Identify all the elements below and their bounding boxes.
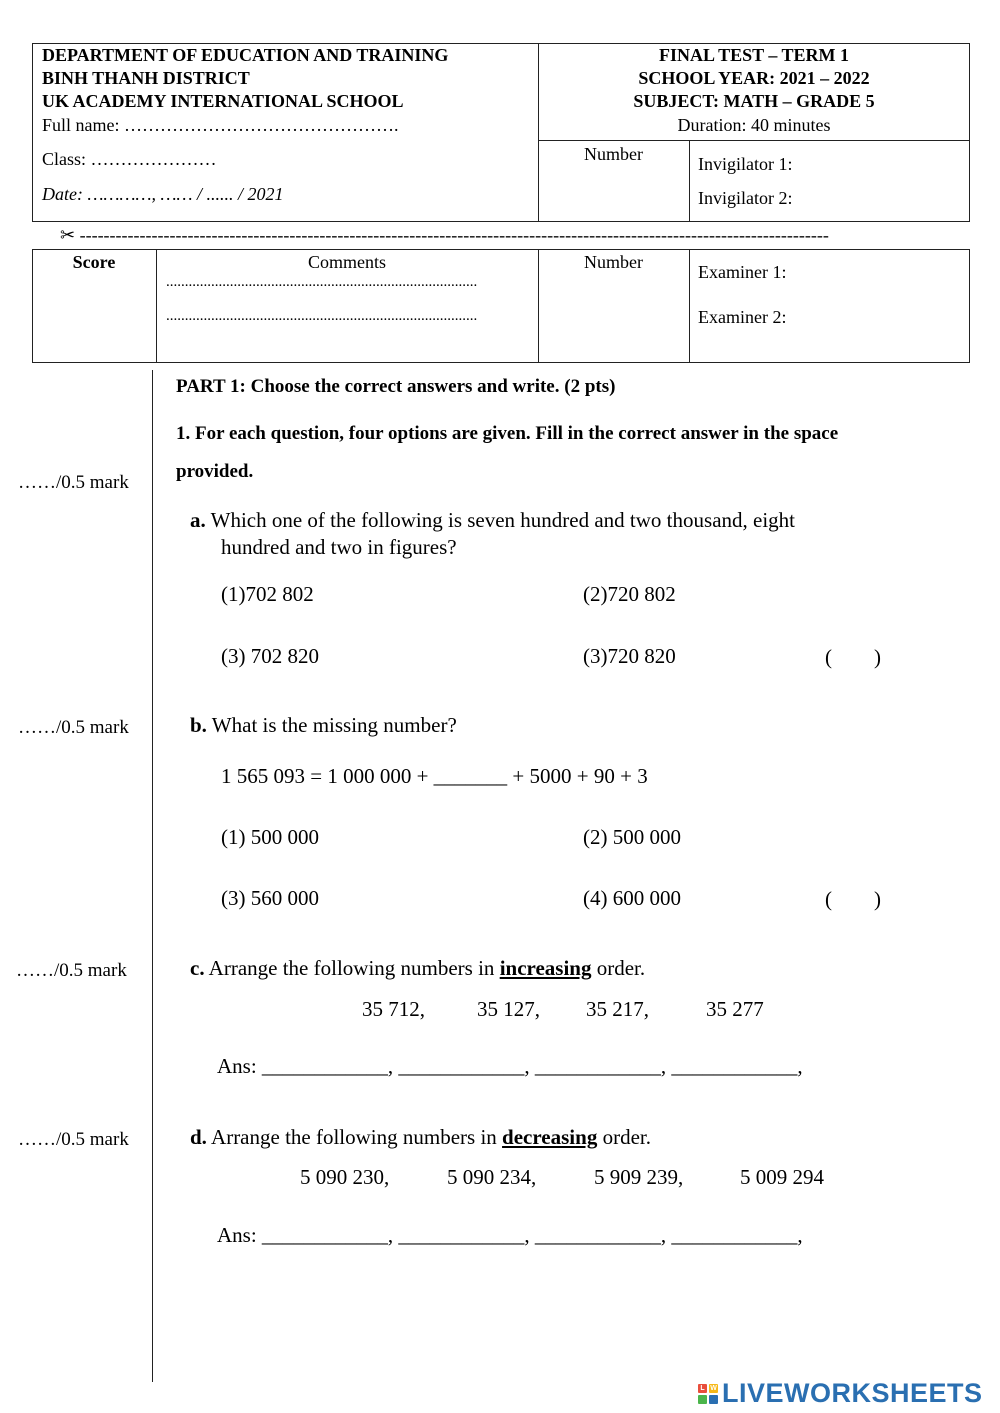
liveworksheets-text: LIVEWORKSHEETS — [722, 1378, 983, 1408]
part1-instruction-1: 1. For each question, four options are given. Fill in the correct answer in the space — [176, 423, 839, 444]
question-b-label: b. — [190, 713, 207, 737]
question-a-text-2: hundred and two in figures? — [221, 535, 457, 559]
mark-c: ……/0.5 mark — [16, 960, 127, 981]
question-c-text: Arrange the following numbers in — [204, 956, 500, 980]
score-label: Score — [72, 252, 116, 272]
invigilator-1: Invigilator 1: — [698, 154, 793, 174]
header-right-divider — [538, 140, 970, 141]
margin-line — [152, 370, 153, 1382]
c-number-2: 35 127, — [477, 997, 540, 1021]
question-c-text-end: order. — [591, 956, 646, 980]
option-b-3: (3) 560 000 — [221, 886, 319, 910]
number-divider — [689, 249, 690, 363]
question-a-label: a. — [190, 508, 206, 532]
question-d — [190, 1125, 651, 1150]
invigilator-2: Invigilator 2: — [698, 188, 793, 208]
comments-line-2: ................................................................................... — [166, 308, 478, 324]
question-c-keyword: increasing — [499, 956, 592, 980]
question-c-label: c. — [190, 956, 205, 980]
option-a-1: (1)702 802 — [221, 582, 314, 606]
d-number-3: 5 909 239, — [594, 1165, 684, 1189]
question-d-label: d. — [190, 1125, 207, 1149]
question-d-keyword: decreasing — [502, 1125, 598, 1149]
mark-square-3 — [698, 1395, 707, 1404]
question-b-text: What is the missing number? — [206, 713, 457, 737]
header-number-divider — [689, 140, 690, 222]
answer-c-line[interactable]: Ans: ____________, ____________, ____________, ____________, — [217, 1054, 803, 1078]
cut-line: ✂ ----------------------------------------------------------------------------------------------------------------------------- — [60, 225, 829, 245]
number-label: Number — [584, 144, 643, 164]
dept-title: DEPARTMENT OF EDUCATION AND TRAINING — [42, 45, 449, 65]
class-field: Class: ………………… — [42, 149, 217, 169]
mark-b: ……/0.5 mark — [18, 717, 129, 738]
question-c — [190, 956, 645, 981]
score-number-label: Number — [584, 252, 643, 272]
option-a-3: (3) 702 820 — [221, 644, 319, 668]
d-number-1: 5 090 230, — [300, 1165, 390, 1189]
option-b-1: (1) 500 000 — [221, 825, 319, 849]
question-b-equation: 1 565 093 = 1 000 000 + _______ + 5000 + 90 + 3 — [221, 764, 648, 788]
mark-square-4 — [709, 1395, 718, 1404]
school-year: SCHOOL YEAR: 2021 – 2022 — [638, 68, 870, 88]
answer-a-blank[interactable]: ( ) — [825, 645, 881, 669]
subject: SUBJECT: MATH – GRADE 5 — [633, 91, 875, 111]
option-a-2: (2)720 802 — [583, 582, 676, 606]
mark-square-2: W — [710, 1384, 717, 1392]
mark-d: ……/0.5 mark — [18, 1129, 129, 1150]
option-a-4: (3)720 820 — [583, 644, 676, 668]
liveworksheets-logo — [698, 1378, 983, 1409]
question-b — [190, 713, 457, 738]
school-title: UK ACADEMY INTERNATIONAL SCHOOL — [42, 91, 404, 111]
test-title: FINAL TEST – TERM 1 — [658, 45, 850, 65]
mark-square-1: L — [698, 1384, 707, 1393]
part1-instruction-2: provided. — [176, 461, 254, 482]
full-name-field: Full name: ………………………………………. — [42, 115, 399, 135]
answer-d-line[interactable]: Ans: ____________, ____________, ____________, ____________, — [217, 1223, 803, 1247]
examiner-1: Examiner 1: — [698, 262, 787, 282]
question-a — [190, 508, 795, 533]
question-d-text-end: order. — [597, 1125, 651, 1149]
d-number-2: 5 090 234, — [447, 1165, 537, 1189]
district-title: BINH THANH DISTRICT — [42, 68, 250, 88]
answer-b-blank[interactable]: ( ) — [825, 887, 881, 911]
c-number-3: 35 217, — [586, 997, 649, 1021]
liveworksheets-mark-icon — [698, 1384, 718, 1404]
question-d-text: Arrange the following numbers in — [206, 1125, 503, 1149]
comments-line-1: ................................................................................... — [166, 274, 478, 290]
c-number-1: 35 712, — [362, 997, 425, 1021]
option-b-4: (4) 600 000 — [583, 886, 681, 910]
d-number-4: 5 009 294 — [740, 1165, 824, 1189]
mark-a: ……/0.5 mark — [18, 472, 129, 493]
comments-label: Comments — [307, 252, 386, 272]
c-number-4: 35 277 — [706, 997, 764, 1021]
part1-title: PART 1: Choose the correct answers and write. (2 pts) — [176, 376, 616, 397]
examiner-2: Examiner 2: — [698, 307, 787, 327]
duration: Duration: 40 minutes — [677, 115, 831, 135]
date-field: Date: …………, …… / ...... / 2021 — [42, 184, 284, 204]
question-a-text: Which one of the following is seven hundred and two thousand, eight — [205, 508, 796, 532]
option-b-2: (2) 500 000 — [583, 825, 681, 849]
